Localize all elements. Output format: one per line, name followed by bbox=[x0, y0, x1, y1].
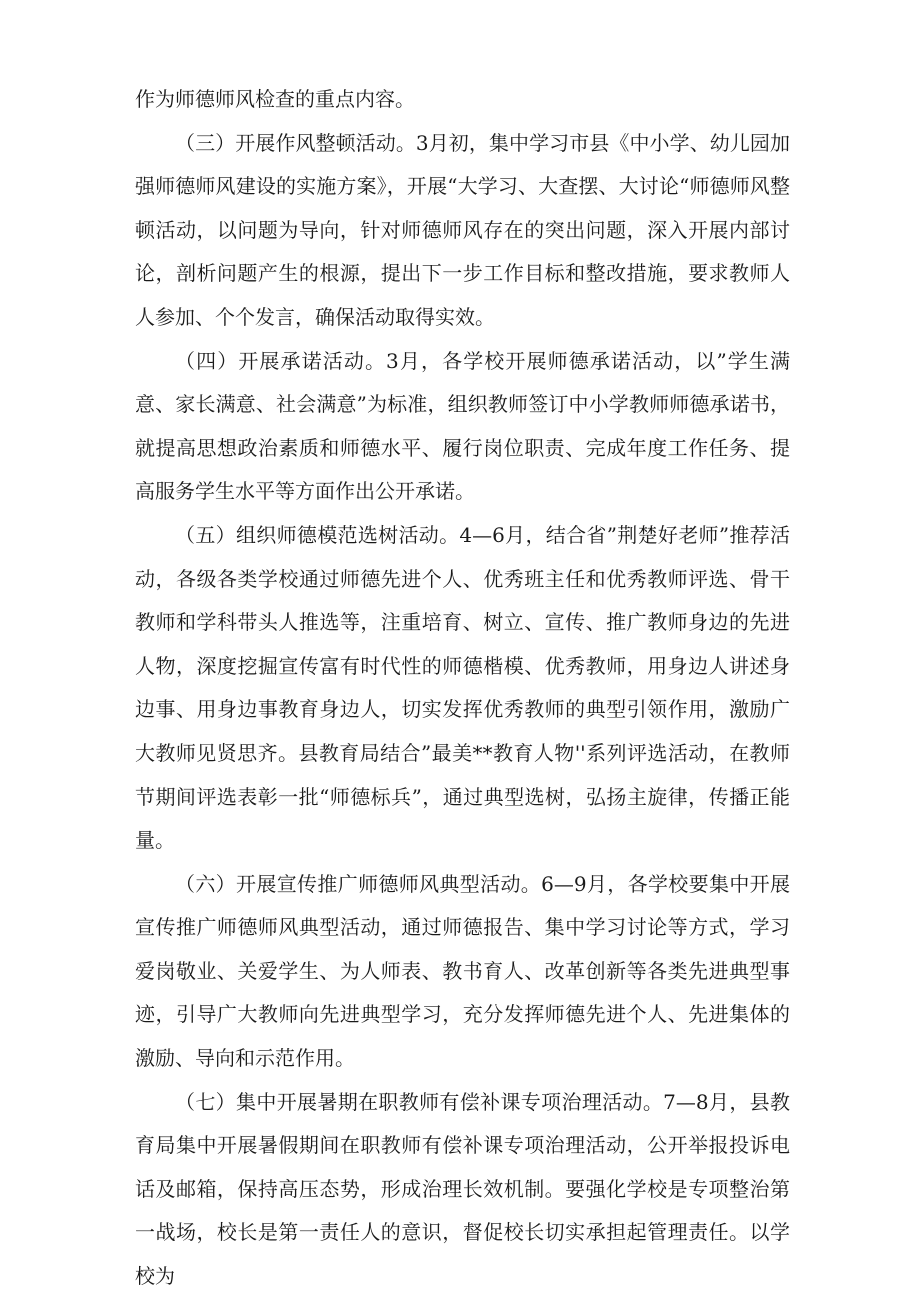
paragraph-continuation: 作为师德师风检查的重点内容。 bbox=[135, 87, 415, 111]
document-body bbox=[135, 78, 790, 1299]
paragraph-section-6: （六）开展宣传推广师德师风典型活动。6—9月，各学校要集中开展宣传推广师德师风典型活动，通过师德报告、集中学习讨论等方式，学习爱岗敬业、关爱学生、为人师表、教书育人、改革创新等各类先进典型事迹，引导广大教师向先进典型学习，充分发挥师德先进个人、先进集体的激励、导向和示范作用。 bbox=[135, 871, 790, 1071]
paragraph-section-3: （三）开展作风整顿活动。3月初，集中学习市县《中小学、幼儿园加强师德师风建设的实施方案》，开展“大学习、大查摆、大讨论“师德师风整顿活动，以问题为导向，针对师德师风存在的突出问题，深入开展内部讨论，剖析问题产生的根源，提出下一步工作目标和整改措施，要求教师人人参加、个个发言，确保活动取得实效。 bbox=[135, 130, 790, 329]
paragraph-section-4: （四）开展承诺活动。3月，各学校开展师德承诺活动，以”学生满意、家长满意、社会满意”为标准，组织教师签订中小学教师师德承诺书，就提高思想政治素质和师德水平、履行岗位职责、完成年度工作任务、提高服务学生水平等方面作出公开承诺。 bbox=[135, 348, 790, 504]
paragraph-section-7: （七）集中开展暑期在职教师有偿补课专项治理活动。7—8月，县教育局集中开展暑假期间在职教师有偿补课专项治理活动，公开举报投诉电话及邮箱，保持高压态势，形成治理长效机制。要强化学校是专项整治第一战场，校长是第一责任人的意识，督促校长切实承担起管理责任。以学校为 bbox=[135, 1089, 790, 1289]
paragraph-section-5: （五）组织师德模范选树活动。4—6月，结合省”荆楚好老师”推荐活动，各级各类学校通过师德先进个人、优秀班主任和优秀教师评选、骨干教师和学科带头人推选等，注重培育、树立、宣传、推广教师身边的先进人物，深度挖掘宣传富有时代性的师德楷模、优秀教师，用身边人讲述身边事、用身边事教育身边人，切实发挥优秀教师的典型引领作用，激励广大教师见贤思齐。县教育局结合”最美**教育人物''系列评选活动，在教师节期间评选表彰一批“师德标兵”，通过典型选树，弘扬主旋律，传播正能量。 bbox=[135, 522, 790, 853]
